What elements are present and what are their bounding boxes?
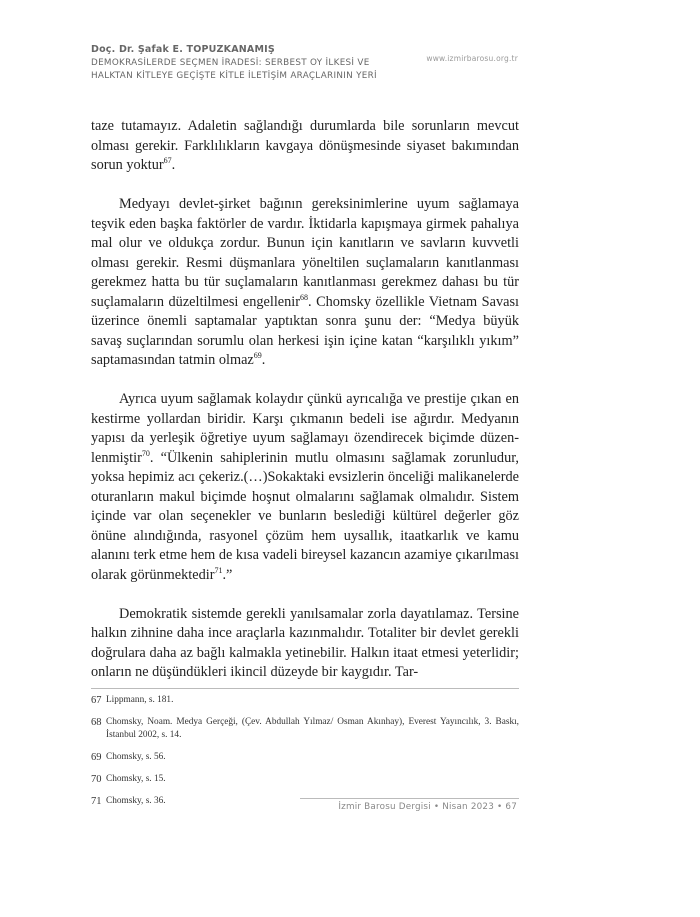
paragraph-4 xyxy=(91,605,519,683)
footnote-ref-67: 67 xyxy=(163,156,172,166)
footnote-ref-71: 71 xyxy=(214,565,223,575)
footnote-number: 71 xyxy=(91,796,102,807)
footnote xyxy=(91,694,519,707)
footnote-number: 69 xyxy=(91,752,102,763)
footnote-text: Chomsky, s. 56. xyxy=(106,752,166,762)
journal-name: İzmir Barosu Dergisi xyxy=(338,802,431,812)
paragraph-1-tail: . xyxy=(171,157,176,173)
paragraph-1-text: taze tutamayız. Adaletin sağlandığı durumlarda bile sorunların mevcut olması gerekir. Farklılıkların kavgaya dönüşmesinde siyaset bakımından sorun yoktur xyxy=(91,118,519,173)
footnote-text: Chomsky, s. 15. xyxy=(106,774,166,784)
footnote xyxy=(91,751,519,764)
footnote-number: 70 xyxy=(91,774,102,785)
footnote-text: Chomsky, s. 36. xyxy=(106,796,166,806)
footnote-text: Chomsky, Noam. Medya Gerçeği, (Çev. Abdullah Yılmaz/ Osman Akınhay), Everest Yayıncılık, 3. Baskı, İstanbul 2002, s. 14. xyxy=(106,717,519,740)
page-number: 67 xyxy=(505,802,517,812)
article-title-line-2: HALKTAN KİTLEYE GEÇİŞTE KİTLE İLETİŞİM ARAÇLARININ YERİ xyxy=(91,70,377,81)
page-header xyxy=(91,44,521,82)
footnote xyxy=(91,773,519,786)
paragraph-1 xyxy=(91,117,519,176)
footnote xyxy=(91,716,519,742)
footnote-divider xyxy=(91,688,519,689)
paragraph-3-tail: . “Ülkenin sahiplerinin mutlu olmasını sağlamak zorunludur, yoksa hepimiz acı çekeriz.(…)Sokaktaki evsizlerin önceliği malikanelerde oturanların makul biçimde hoşnut olmalarını sağlamak olmalıdır. Sistem içinde var olan seçenekler ve bunların beslediği kültürel değerler göz önüne alındığında, rasyonel çözüm hem uysallık, itaatkarlık ve kamu alanını terk etme hem de kısa vadeli bireysel kazancın azamiye çıkarılması olarak görünmektedir xyxy=(91,449,519,583)
footnote-ref-70: 70 xyxy=(141,448,150,458)
body-text xyxy=(91,117,519,683)
issue-date: Nisan 2023 xyxy=(442,802,495,812)
footer-divider xyxy=(300,798,519,799)
paragraph-2 xyxy=(91,195,519,371)
paragraph-3 xyxy=(91,390,519,585)
paragraph-3-text: Ayrıca uyum sağlamak kolaydır çünkü ayrıcalığa ve prestije çıkan en kestirme yollardan biridir. Karşı çıkmanın bedeli ise ağırdır. Medyanın yapısı da yerleşik öğretiye uyum sağlamayı özendirecek biçimde düzenlenmiştir xyxy=(91,391,519,466)
paragraph-2-tail: . Chomsky özellikle Vietnam Savası üzerince önemli saptamalar yaptıktan sonra şunu der: “Medya büyük savaş suçlarından sorumlu olan herkesi işin içine katan “karşılıklı yıkım” saptamasından tatmin olmaz xyxy=(91,293,519,368)
footer-separator: • xyxy=(433,802,440,812)
article-title-line-1: DEMOKRASİLERDE SEÇMEN İRADESİ: SERBEST OY İLKESİ VE xyxy=(91,58,370,68)
paragraph-2-tail-2: . xyxy=(261,352,266,368)
footer-separator: • xyxy=(497,802,503,812)
paragraph-2-text: Medyayı devlet-şirket bağının gereksinimlerine uyum sağlamaya teşvik eden başka faktörler de vardır. İktidarla kapışmaya girmek pahalıya mal olur ve oldukça zordur. Bunun için kanıtların ve savların kuvvetli olması gerekir. Resmi düşmanlara yöneltilen suçlamaların kanıtlanması gerekmez hatta bu tür suçlamaların kanıtlanması gerekmez dahası bu tür suçlamaların düzeltilmesi engellenir xyxy=(91,196,519,310)
page-footer xyxy=(338,802,517,812)
author-name: Doç. Dr. Şafak E. TOPUZKANAMIŞ xyxy=(91,44,275,55)
paragraph-4-text: Demokratik sistemde gerekli yanılsamalar zorla dayatılamaz. Tersine halkın zihnine daha ince araçlarla kazınmalıdır. Totaliter bir devlet gerekli doğrulara daha az bağlı kalmakla yetinebilir. Halkın itaat etmesi yeterlidir; onların ne düşündükleri ikincil düzeyde bir kaygıdır. Tar- xyxy=(91,605,519,680)
footnote-ref-69: 69 xyxy=(253,351,262,361)
footnote-number: 67 xyxy=(91,695,102,706)
footnote-ref-68: 68 xyxy=(300,292,309,302)
footnote-text: Lippmann, s. 181. xyxy=(106,695,174,705)
footnote-number: 68 xyxy=(91,717,102,728)
paragraph-3-tail-2: .” xyxy=(222,566,233,583)
website-url: www.izmirbarosu.org.tr xyxy=(426,54,518,63)
